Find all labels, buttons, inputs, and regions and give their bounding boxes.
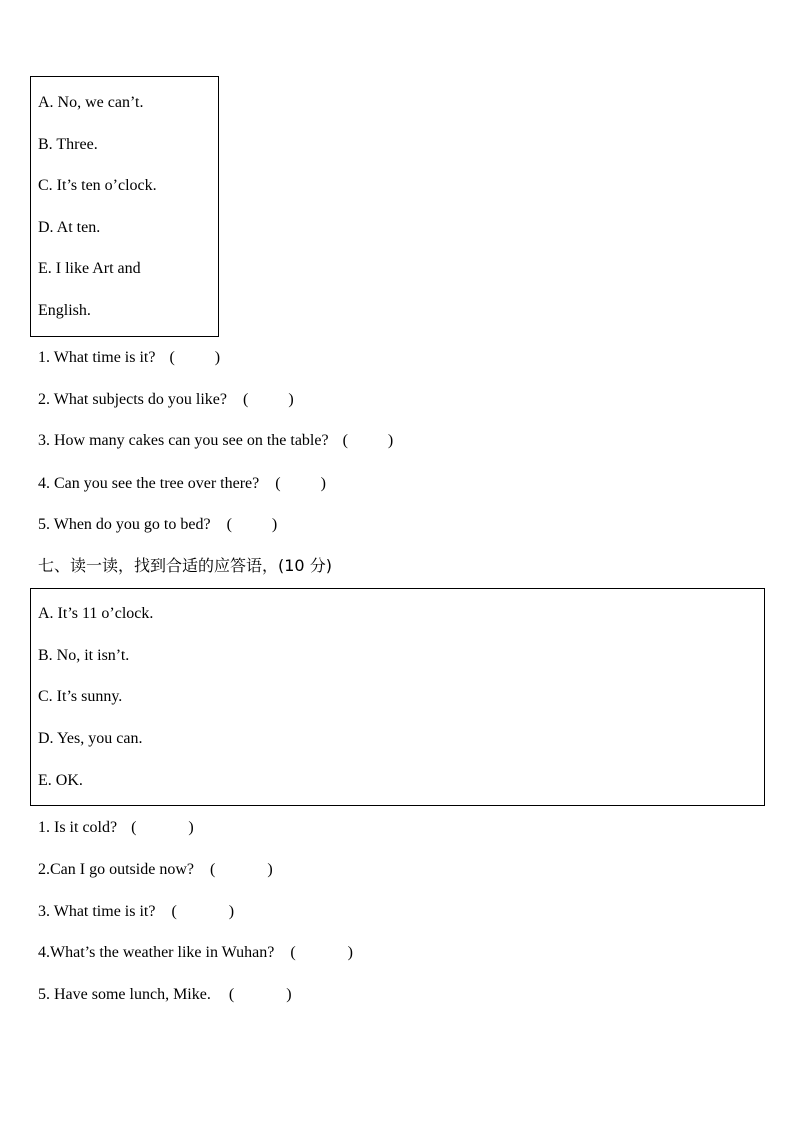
option-d: D. At ten. (38, 219, 101, 236)
question-5 (38, 985, 292, 1005)
option-b: B. No, it isn’t. (38, 647, 130, 664)
question-1 (38, 818, 194, 838)
answer-blank[interactable]: ( ) (228, 986, 292, 1003)
question-text: 1. What time is it? (38, 349, 156, 366)
question-text: 3. How many cakes can you see on the table? (38, 432, 329, 449)
option-e-cont: English. (38, 302, 91, 319)
question-5 (38, 515, 277, 535)
question-3 (38, 902, 234, 922)
question-3 (38, 431, 393, 451)
answer-blank[interactable]: ( ) (169, 349, 221, 366)
question-text: 5. Have some lunch, Mike. (38, 986, 211, 1003)
question-2 (38, 860, 273, 880)
option-a: A. No, we can’t. (38, 94, 144, 111)
question-text: 2. What subjects do you like? (38, 391, 227, 408)
question-text: 4. Can you see the tree over there? (38, 475, 260, 492)
option-b: B. Three. (38, 136, 98, 153)
answer-blank[interactable]: ( ) (171, 903, 235, 920)
answer-blank[interactable]: ( ) (131, 819, 194, 836)
question-text: 3. What time is it? (38, 903, 156, 920)
question-4 (38, 474, 326, 494)
question-text: 5. When do you go to bed? (38, 516, 211, 533)
answer-blank[interactable]: ( ) (342, 432, 394, 449)
question-4 (38, 943, 353, 963)
question-text: 2.Can I go outside now? (38, 861, 194, 878)
option-d: D. Yes, you can. (38, 730, 143, 747)
answer-blank[interactable]: ( ) (290, 944, 353, 961)
option-c: C. It’s ten o’clock. (38, 177, 157, 194)
option-c: C. It’s sunny. (38, 688, 123, 705)
question-text: 4.What’s the weather like in Wuhan? (38, 944, 275, 961)
question-text: 1. Is it cold? (38, 819, 118, 836)
question-2 (38, 390, 294, 410)
answer-blank[interactable]: ( ) (226, 516, 278, 533)
answer-blank[interactable]: ( ) (243, 391, 294, 408)
option-e: E. OK. (38, 772, 83, 789)
option-a: A. It’s 11 o’clock. (38, 605, 154, 622)
option-e: E. I like Art and (38, 260, 141, 277)
section-heading: 七、读一读，找到合适的应答语，(10 分) (38, 556, 332, 575)
answer-blank[interactable]: ( ) (209, 861, 273, 878)
question-1 (38, 348, 220, 368)
answer-blank[interactable]: ( ) (275, 475, 326, 492)
options-box-1 (30, 76, 219, 337)
